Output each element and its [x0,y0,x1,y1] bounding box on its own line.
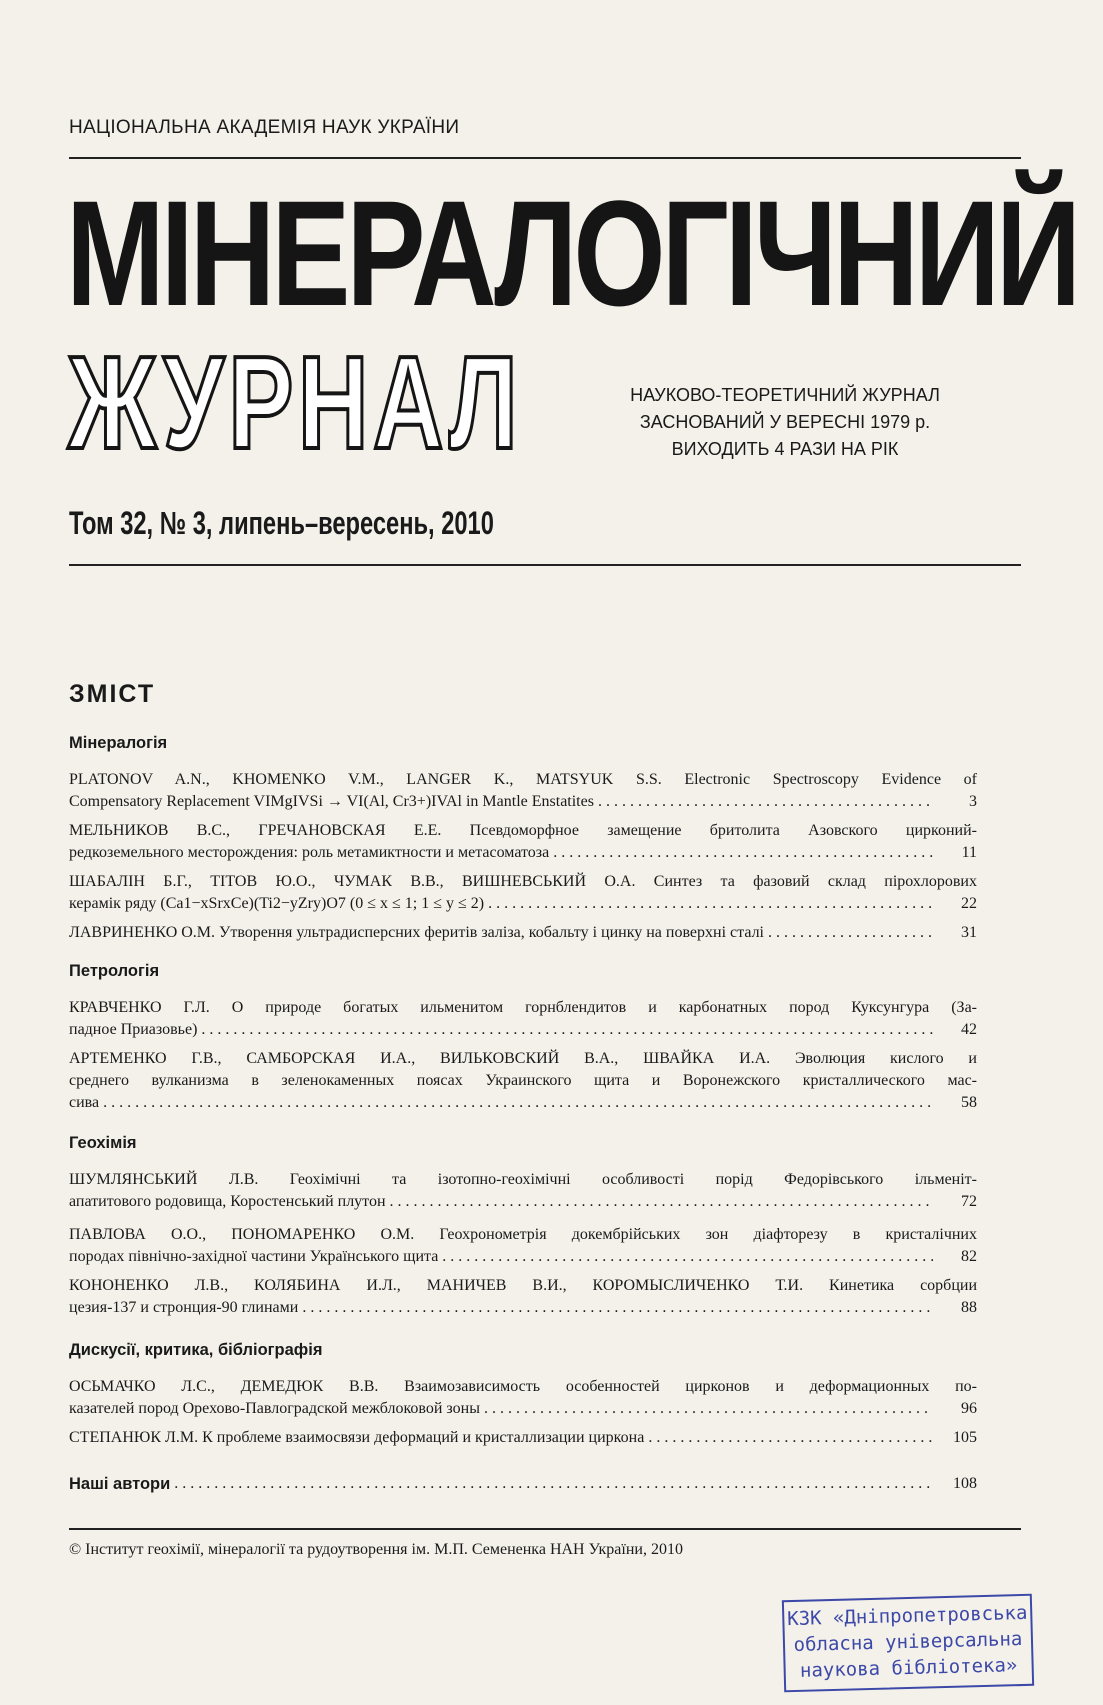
toc-entry[interactable]: КРАВЧЕНКО Г.Л. О природе богатых ильменитом горнблендитов и карбонатных пород Куксунгура (За- падное Приазовье) . . . 42 [69,997,977,1041]
section-title: Петрологія [69,962,160,980]
divider [69,564,1021,566]
toc-entry[interactable]: ЛАВРИНЕНКО О.М. Утворення ультрадисперсних феритів заліза, кобальту і цинку на поверхні сталі . . . 31 [69,922,977,944]
toc-entry[interactable]: PLATONOV A.N., KHOMENKO V.M., LANGER K., MATSYUK S.S. Electronic Spectroscopy Evidence of Compensatory Replacement VIMgIVSi → VI(Al, Cr3+)IVAl in Mantle Enstatites . . . 3 [69,769,977,813]
page-number: 88 [961,1299,977,1316]
page-number: 96 [961,1400,977,1417]
toc-entry[interactable]: ШАБАЛІН Б.Г., ТІТОВ Ю.О., ЧУМАК В.В., ВИШНЕВСЬКИЙ О.А. Синтез та фазовий склад пірохлорових керамік ряду (Ca1−xSrxCe)(Ti2−yZry)O7 (0 ≤ x ≤ 1; 1 ≤ y ≤ 2) . . . 22 [69,871,977,915]
journal-title: МІНЕРАЛОГІЧНИЙ [66,169,1078,337]
section-title: Геохімія [69,1134,137,1152]
toc-entry[interactable]: МЕЛЬНИКОВ В.С., ГРЕЧАНОВСКАЯ Е.Е. Псевдоморфное замещение бритолита Азовского цирконий- редкоземельного месторождения: роль метамиктности и метасоматоза . . . 11 [69,820,977,864]
page-number: 11 [961,844,977,861]
toc-entry-authors[interactable]: Наші автори . . . 108 [69,1473,977,1495]
journal-title-outline: ЖУРНАЛ [68,329,523,476]
page-number: 72 [961,1193,977,1210]
contents-heading: ЗМІСТ [69,680,156,708]
tagline-3: ВИХОДИТЬ 4 РАЗИ НА РІК [671,439,899,459]
toc-entry[interactable]: ОСЬМАЧКО Л.С., ДЕМЕДЮК В.В. Взаимозависимость особенностей цирконов и деформационных по- казателей пород Орехово-Павлоградской межблоковой зоны . . . 96 [69,1376,977,1420]
page-number: 82 [961,1248,977,1265]
page-number: 108 [953,1475,977,1492]
page-number: 3 [969,793,977,810]
page-number: 22 [961,895,977,912]
divider [69,1528,1021,1530]
academy-name: НАЦІОНАЛЬНА АКАДЕМІЯ НАУК УКРАЇНИ [69,117,460,138]
page-number: 58 [961,1094,977,1111]
entry-title-cont: Compensatory Replacement VIMgIVSi → VI(Al, Cr3+)IVAl in Mantle Enstatites [69,793,594,810]
page-number: 42 [961,1021,977,1038]
copyright: © Інститут геохімії, мінералогії та рудоутворення ім. М.П. Семененка НАН України, 2010 [69,1541,683,1558]
toc-entry[interactable]: АРТЕМЕНКО Г.В., САМБОРСКАЯ И.А., ВИЛЬКОВСКИЙ В.А., ШВАЙКА И.А. Эволюция кислого и среднего вулканизма в зеленокаменных поясах Украинского щита и Воронежского кристаллического мас- сива . . . 58 [69,1048,977,1114]
page-number: 31 [961,924,977,941]
section-title: Дискусії, критика, бібліографія [69,1341,323,1359]
toc-entry[interactable]: КОНОНЕНКО Л.В., КОЛЯБИНА И.Л., МАНИЧЕВ В.И., КОРОМЫСЛИЧЕНКО Т.И. Кинетика сорбции цезия-137 и стронция-90 глинами . . . 88 [69,1275,977,1319]
divider [69,157,1021,159]
toc-entry[interactable]: СТЕПАНЮК Л.М. К проблеме взаимосвязи деформаций и кристаллизации циркона . . . 105 [69,1427,977,1449]
toc-entry[interactable]: ПАВЛОВА О.О., ПОНОМАРЕНКО О.М. Геохронометрія докембрійських зон діафторезу в кристалічних породах північно-західної частини Українського щита . . . 82 [69,1224,977,1268]
toc-entry[interactable]: ШУМЛЯНСЬКИЙ Л.В. Геохімічні та ізотопно-геохімічні особливості порід Федорівського ільменіт- апатитового родовища, Коростенський плутон . . . 72 [69,1169,977,1213]
section-title: Мінералогія [69,734,168,752]
tagline-1: НАУКОВО-ТЕОРЕТИЧНИЙ ЖУРНАЛ [630,385,940,405]
volume-issue: Том 32, № 3, липень–вересень, 2010 [69,505,494,541]
library-stamp: КЗК «Дніпропетровська обласна універсальна наукова бібліотека» [782,1594,1034,1693]
tagline-2: ЗАСНОВАНИЙ У ВЕРЕСНІ 1979 р. [639,412,931,432]
page-number: 105 [953,1429,977,1446]
